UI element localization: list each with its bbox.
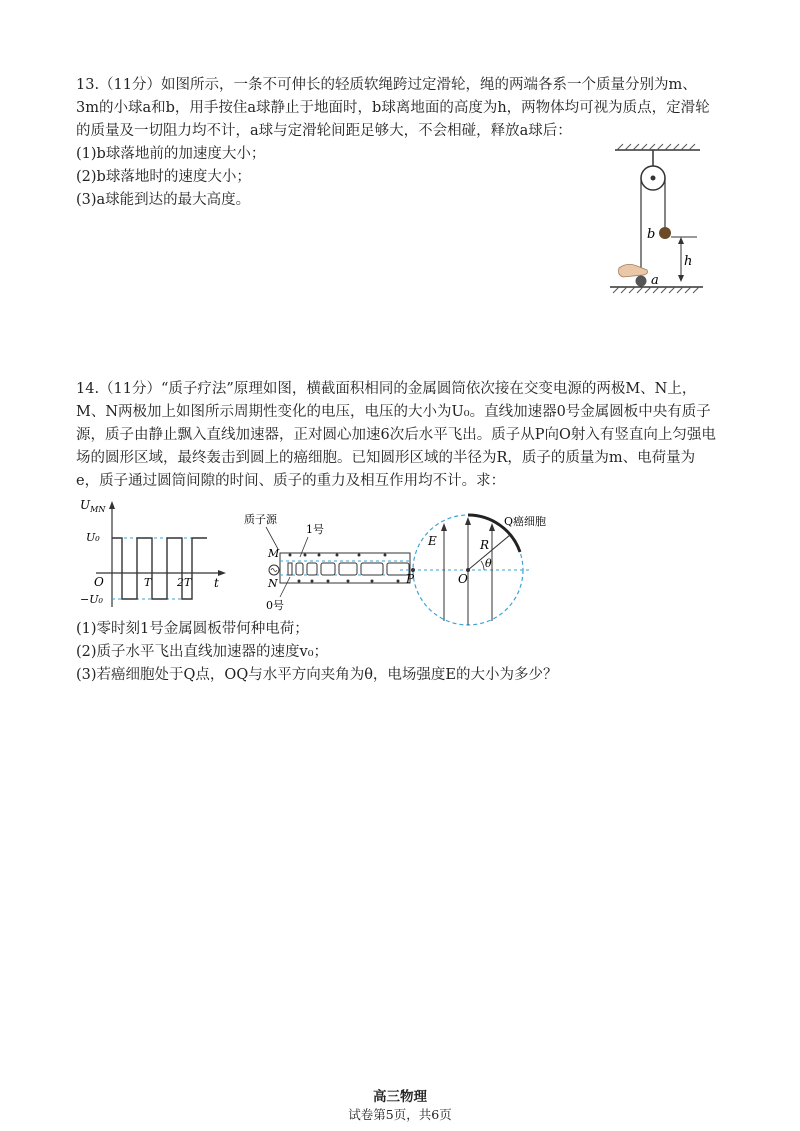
label-o: O (458, 572, 468, 586)
label-m: M (268, 547, 280, 560)
u0-label: U₀ (86, 531, 100, 544)
footer-title: 高三物理 (373, 1089, 427, 1105)
t-label: T (144, 576, 152, 589)
square-wave (112, 538, 207, 599)
label-h: h (684, 254, 693, 269)
label-r: R (480, 538, 490, 552)
linear-accelerator (236, 505, 416, 615)
q14-subquestions (76, 618, 716, 687)
origin-label: O (94, 575, 104, 589)
label-b: b (647, 227, 656, 242)
q13-sub-2: (2)b球落地时的速度大小； (76, 169, 251, 185)
q14-stem: 14.（11分）“质子疗法”原理如图，横截面积相同的金属圆筒依次接在交变电源的两极M、N上，M、N两极加上如图所示周期性变化的电压，电压的大小为U₀。直线加速器0号金属圆板中央有质子源，质子由静止飘入直线加速器，正对圆心加速6次后水平飞出。质子从P向O射入有竖直向上匀强电场的圆形区域，最终轰击到圆上的癌细胞。已知圆形区域的半径为R，质子的质量为m、电荷量为e，质子通过圆筒间隙的时间、质子的重力及相互作用均不计。求： (76, 381, 716, 489)
no1-label: 1号 (306, 523, 324, 536)
q14-sub-3: (3)若癌细胞处于Q点，OQ与水平方向夹角为θ，电场强度E的大小为多少？ (76, 667, 558, 683)
q14-sub-2: (2)质子水平飞出直线加速器的速度v₀； (76, 644, 329, 660)
axis-label-t: t (214, 576, 219, 590)
hand (619, 264, 648, 277)
label-theta: θ (485, 557, 492, 570)
footer-page-number: 试卷第5页，共6页 (348, 1107, 452, 1122)
label-n: N (268, 577, 278, 590)
neg-u0-label: −U₀ (80, 593, 103, 606)
2t-label: 2T (177, 576, 192, 589)
label-q: Q癌细胞 (504, 515, 547, 528)
q13-subquestions (76, 143, 596, 212)
q13-sub-3: (3)a球能到达的最大高度。 (76, 192, 251, 208)
axis-label-u: $U_{MN}$ (80, 498, 106, 514)
no0-label: 0号 (266, 599, 284, 612)
pulley-figure (605, 140, 715, 300)
label-e: E (428, 534, 437, 548)
label-a: a (651, 273, 659, 288)
field-circle (400, 505, 550, 630)
source-label: 质子源 (244, 513, 277, 526)
q13-stem: 13.（11分）如图所示，一条不可伸长的轻质软绳跨过定滑轮，绳的两端各系一个质量分别为m、3m的小球a和b，用手按住a球静止于地面时，b球离地面的高度为h，两物体均可视为质点，定滑轮的质量及一切阻力均不计，a球与定滑轮间距足够大，不会相碰，释放a球后： (76, 77, 710, 139)
voltage-graph (72, 495, 232, 615)
label-p: P (406, 572, 415, 586)
q14-sub-1: (1)零时刻1号金属圆板带何种电荷； (76, 621, 309, 637)
ball-b (659, 227, 671, 239)
ball-a (636, 276, 647, 287)
question-14 (76, 378, 716, 493)
q13-sub-1: (1)b球落地前的加速度大小； (76, 146, 266, 162)
